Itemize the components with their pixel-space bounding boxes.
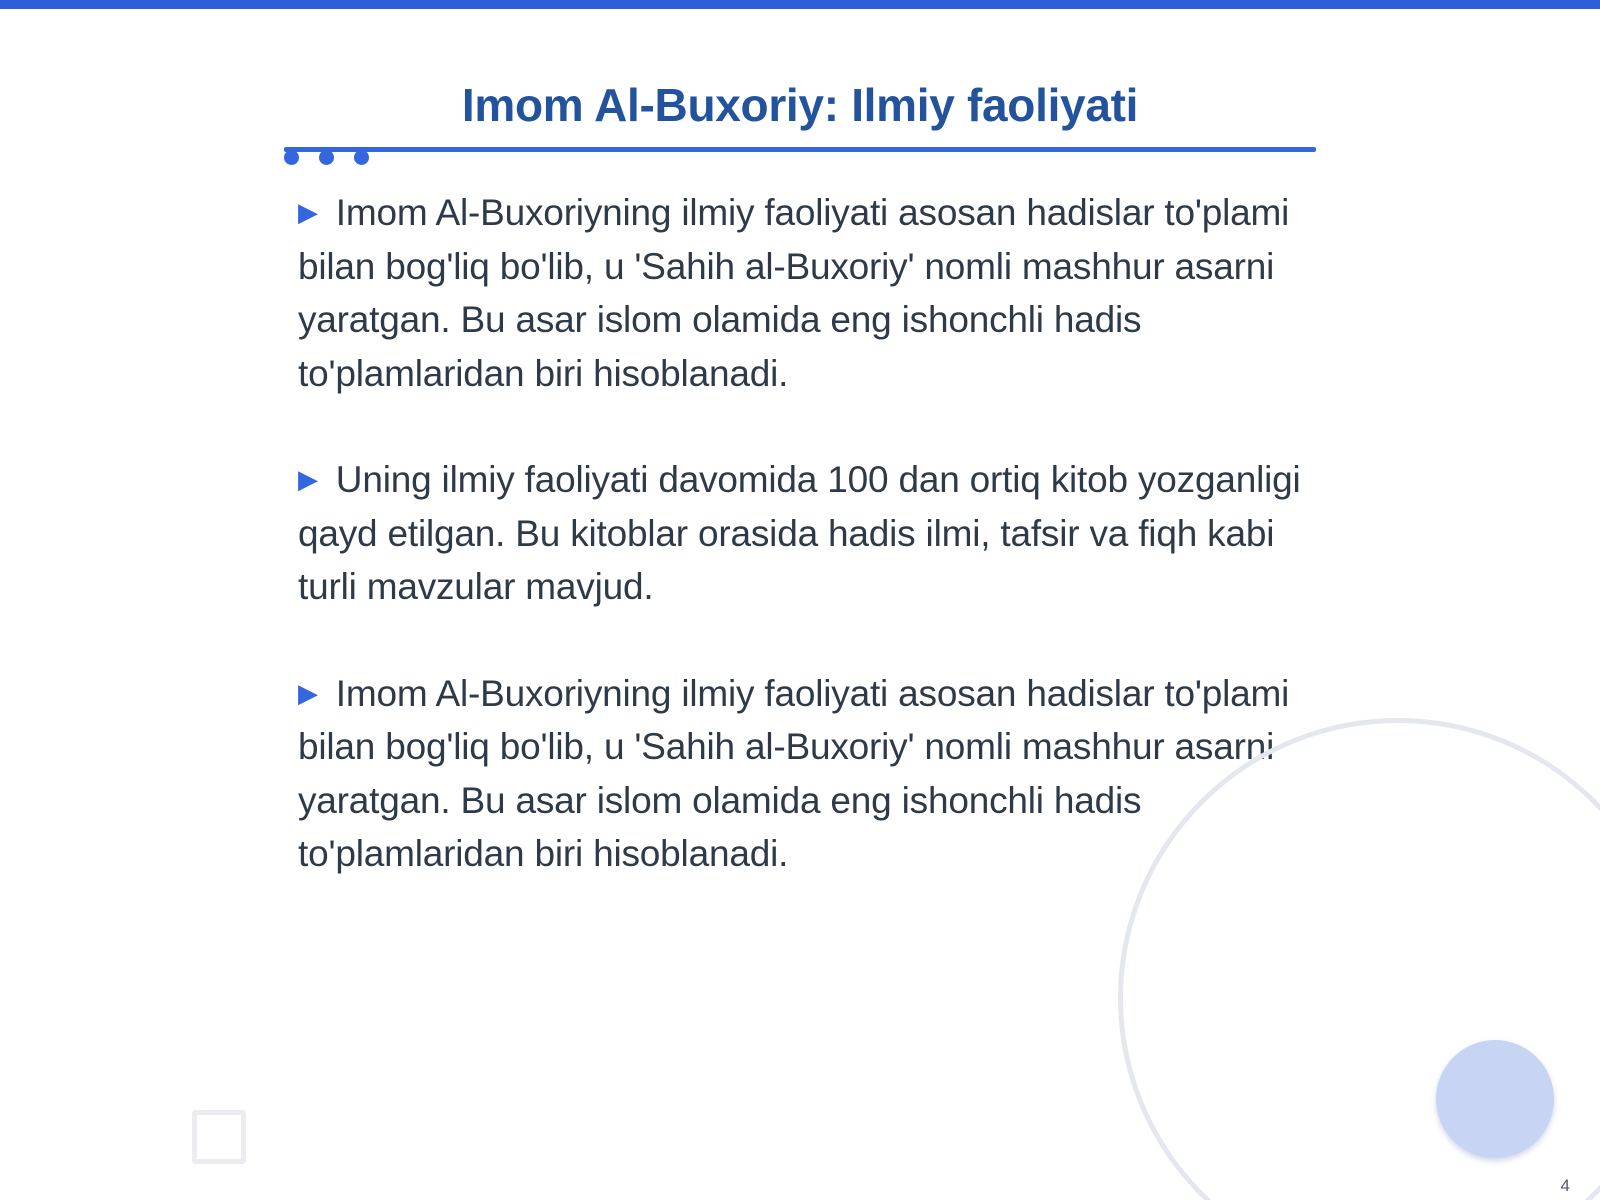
- decorative-dot: [284, 150, 299, 165]
- bullet-item: [298, 667, 1302, 881]
- slide-title: Imom Al-Buxoriy: Ilmiy faoliyati: [461, 79, 1139, 131]
- bullet-item: [298, 186, 1302, 400]
- top-accent-bar: [0, 0, 1600, 9]
- bullet-text: Uning ilmiy faoliyati davomida 100 dan ortiq kitob yozganligi qayd etilgan. Bu kitoblar orasida hadis ilmi, tafsir va fiqh kabi turli mavzular mavjud.: [298, 459, 1301, 607]
- triangle-bullet-icon: ▶: [298, 677, 318, 708]
- title-underline: [284, 147, 1316, 152]
- decorative-circle: [1436, 1040, 1554, 1158]
- bullet-list: [298, 186, 1302, 934]
- decorative-dot: [319, 150, 334, 165]
- triangle-bullet-icon: ▶: [298, 464, 318, 494]
- bullet-item: [298, 453, 1302, 614]
- page-number: 4: [1560, 1176, 1570, 1195]
- bullet-text: Imom Al-Buxoriyning ilmiy faoliyati asosan hadislar to'plami bilan bog'liq bo'lib, u 'Sahih al-Buxoriy' nomli mashhur asarni yaratgan. Bu asar islom olamida eng ishonchli hadis to'plamlaridan biri hisoblanadi.: [298, 192, 1290, 394]
- decorative-dot: [354, 150, 369, 165]
- decorative-square: [192, 1110, 246, 1164]
- bullet-text: Imom Al-Buxoriyning ilmiy faoliyati asosan hadislar to'plami bilan bog'liq bo'lib, u 'Sahih al-Buxoriy' nomli mashhur asarni yaratgan. Bu asar islom olamida eng ishonchli hadis to'plamlaridan biri hisoblanadi.: [298, 672, 1290, 874]
- triangle-bullet-icon: ▶: [298, 197, 318, 227]
